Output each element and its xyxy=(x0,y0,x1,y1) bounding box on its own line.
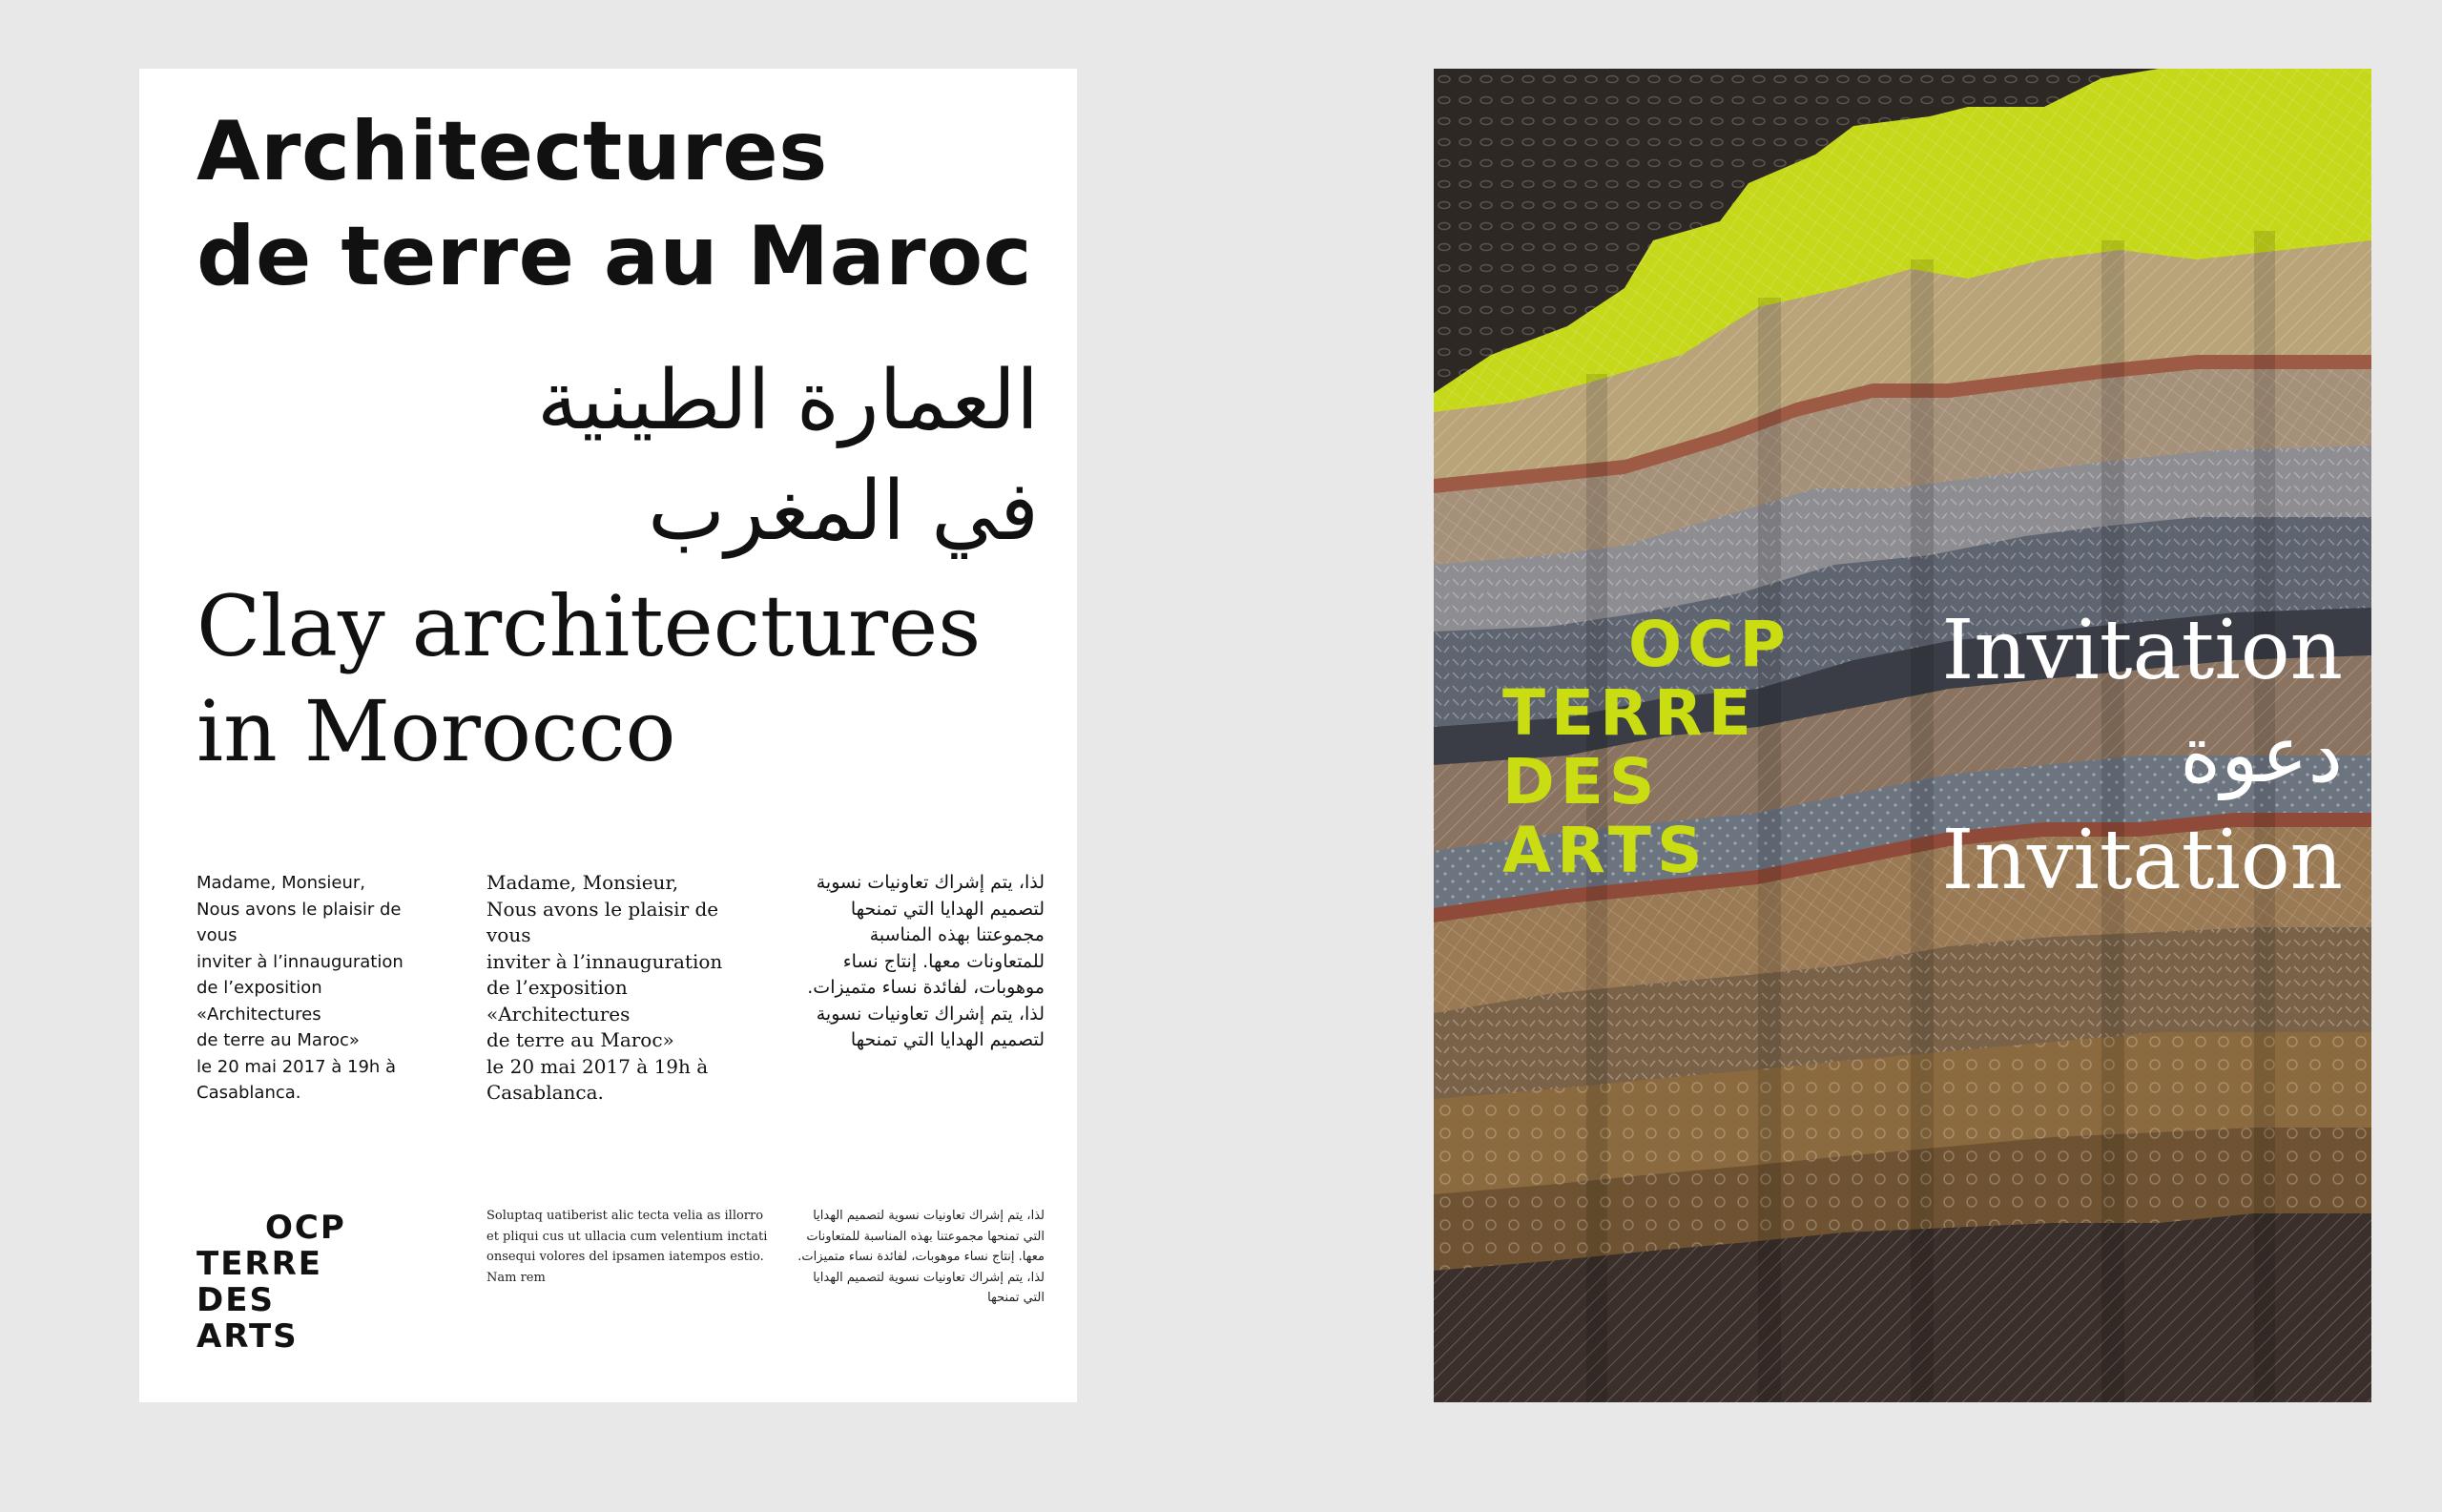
logo-line: ARTS xyxy=(1502,814,1708,887)
title-arabic-line-2: في المغرب xyxy=(648,464,1039,559)
title-french-line-2: de terre au Maroc xyxy=(197,209,1033,304)
poster-logo xyxy=(1502,608,1791,887)
title-english xyxy=(197,574,981,784)
invitation-text-french-sans xyxy=(197,870,435,1107)
title-english-line-1: Clay architectures xyxy=(197,577,982,675)
ocp-terre-des-arts-logo xyxy=(197,1210,346,1355)
title-english-line-2: in Morocco xyxy=(197,682,676,780)
invitation-text-french-serif xyxy=(486,870,763,1107)
footnote-latin xyxy=(486,1206,773,1288)
invitation-body: Madame, Monsieur, Nous avons le plaisir de vous inviter à l’innauguration de l’exposition «Architectures de terre au Maroc» le 20 mai 2017 à 19h à Casablanca. xyxy=(197,873,404,1103)
poster-title-english: Invitation xyxy=(1941,603,2343,698)
footnote-arabic xyxy=(768,1206,1045,1309)
title-french xyxy=(197,99,1032,309)
logo-line: TERRE xyxy=(1502,676,1757,750)
title-arabic-line-1: العمارة الطينية xyxy=(536,353,1039,448)
poster-title xyxy=(1941,598,2343,913)
invitation-text-arabic xyxy=(768,870,1045,1054)
footnote-text: لذا، يتم إشراك تعاونيات نسوية لتصميم الهدايا التي تمنحها مجموعتنا بهذه المناسبة للمتعاونات معها. إنتاج نساء موهوبات، لفائدة نساء متميزات. لذا، يتم إشراك تعاونيات نسوية لتصميم الهدايا التي تمنحها xyxy=(797,1209,1045,1305)
invitation-card-front xyxy=(139,69,1077,1402)
poster-title-arabic: دعوة xyxy=(2180,710,2343,800)
invitation-poster xyxy=(1434,69,2371,1402)
title-french-line-1: Architectures xyxy=(197,104,828,199)
logo-line: OCP xyxy=(1628,608,1791,681)
logo-line: TERRE xyxy=(197,1245,323,1283)
poster-title-french: Invitation xyxy=(1941,813,2343,908)
title-arabic xyxy=(371,345,1039,567)
logo-line: DES xyxy=(197,1281,275,1319)
invitation-body: Madame, Monsieur, Nous avons le plaisir de vous inviter à l’innauguration de l’exposition «Architectures de terre au Maroc» le 20 mai 2017 à 19h à Casablanca. xyxy=(486,871,723,1104)
invitation-body: لذا، يتم إشراك تعاونيات نسوية لتصميم الهدايا التي تمنحها مجموعتنا بهذه المناسبة للمتعاونات معها. إنتاج نساء موهوبات، لفائدة نساء متميزات. لذا، يتم إشراك تعاونيات نسوية لتصميم الهدايا التي تمنحها xyxy=(807,872,1045,1050)
logo-line: DES xyxy=(1502,745,1661,818)
logo-line: OCP xyxy=(265,1209,346,1247)
logo-line: ARTS xyxy=(197,1317,299,1356)
footnote-text: Soluptaq uatiberist alic tecta velia as illorro et pliqui cus ut ullacia cum velentium inctati onsequi volores del ipsamen iatempos estio. Nam rem xyxy=(486,1209,768,1285)
